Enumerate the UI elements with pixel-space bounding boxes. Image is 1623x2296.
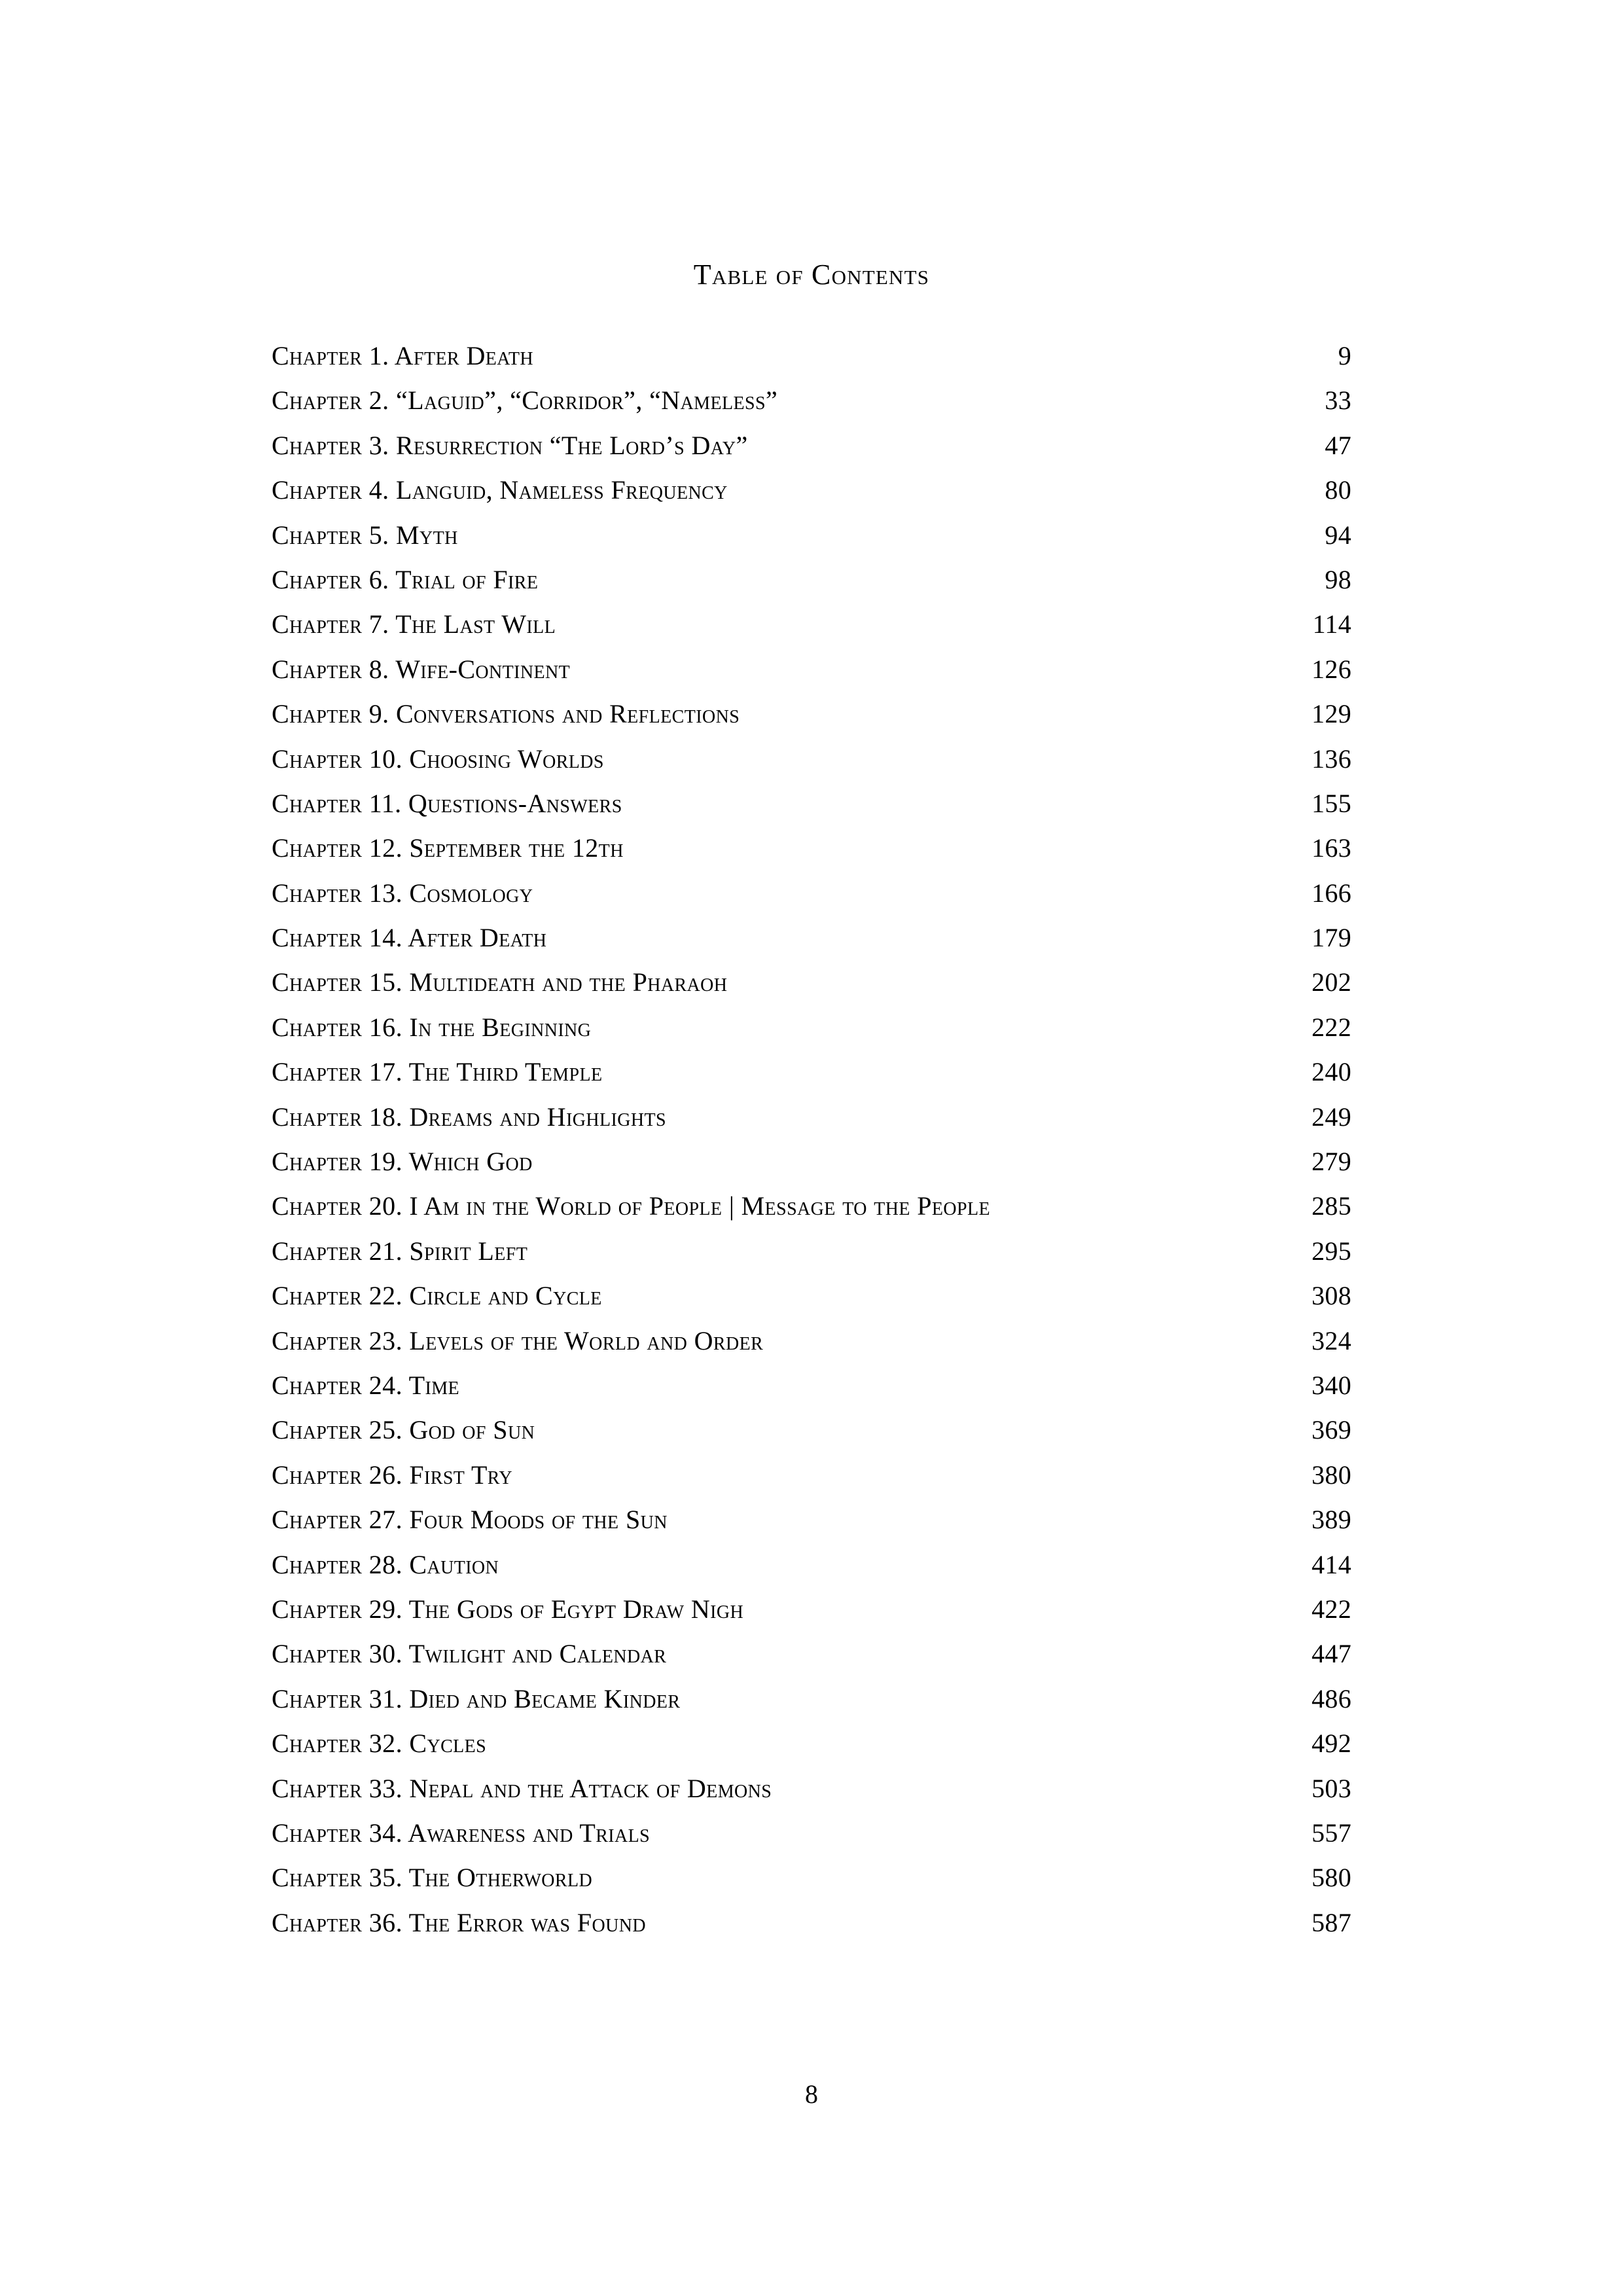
toc-entry-page-number: 422 bbox=[1311, 1594, 1351, 1624]
toc-entry-page-number: 155 bbox=[1311, 788, 1351, 818]
toc-entry-row[interactable] bbox=[272, 1184, 1351, 1229]
toc-entry-title: Chapter 19. Which God bbox=[272, 1147, 533, 1177]
toc-entry-row[interactable] bbox=[272, 334, 1351, 378]
page-title: Table of Contents bbox=[693, 259, 930, 291]
toc-entry-page-number: 492 bbox=[1311, 1729, 1351, 1759]
toc-entry-row[interactable] bbox=[272, 647, 1351, 692]
toc-entry-row[interactable] bbox=[272, 1677, 1351, 1721]
toc-entry-title: Chapter 9. Conversations and Reflections bbox=[272, 699, 740, 729]
toc-entry-row[interactable] bbox=[272, 513, 1351, 558]
toc-entry-title: Chapter 4. Languid, Nameless Frequency bbox=[272, 475, 728, 505]
toc-entry-row[interactable] bbox=[272, 1811, 1351, 1856]
toc-entry-title: Chapter 30. Twilight and Calendar bbox=[272, 1639, 667, 1669]
toc-entry-page-number: 202 bbox=[1311, 967, 1351, 997]
toc-entry-title: Chapter 16. In the Beginning bbox=[272, 1012, 592, 1042]
toc-entry-page-number: 580 bbox=[1311, 1863, 1351, 1893]
toc-entry-row[interactable] bbox=[272, 1856, 1351, 1900]
toc-entry-page-number: 222 bbox=[1311, 1012, 1351, 1042]
toc-entry-title: Chapter 11. Questions-Answers bbox=[272, 788, 622, 818]
toc-entry-row[interactable] bbox=[272, 916, 1351, 960]
toc-entry-row[interactable] bbox=[272, 871, 1351, 916]
toc-entry-page-number: 503 bbox=[1311, 1773, 1351, 1803]
toc-entry-row[interactable] bbox=[272, 423, 1351, 468]
toc-entry-row[interactable] bbox=[272, 1005, 1351, 1050]
toc-entry-page-number: 369 bbox=[1311, 1415, 1351, 1445]
toc-entry-page-number: 240 bbox=[1311, 1057, 1351, 1087]
toc-entry-row[interactable] bbox=[272, 1632, 1351, 1676]
toc-entry-title: Chapter 22. Circle and Cycle bbox=[272, 1281, 602, 1311]
toc-entry-page-number: 414 bbox=[1311, 1549, 1351, 1579]
toc-entry-page-number: 587 bbox=[1311, 1907, 1351, 1937]
toc-entry-row[interactable] bbox=[272, 737, 1351, 781]
toc-entry-title: Chapter 26. First Try bbox=[272, 1460, 512, 1490]
toc-entry-page-number: 340 bbox=[1311, 1370, 1351, 1400]
toc-entry-page-number: 295 bbox=[1311, 1236, 1351, 1266]
toc-entry-page-number: 33 bbox=[1325, 386, 1351, 416]
toc-entry-page-number: 324 bbox=[1311, 1325, 1351, 1355]
toc-entry-row[interactable] bbox=[272, 1498, 1351, 1542]
toc-entry-title: Chapter 23. Levels of the World and Order bbox=[272, 1325, 764, 1355]
toc-entry-page-number: 486 bbox=[1311, 1683, 1351, 1713]
toc-entry-title: Chapter 1. After Death bbox=[272, 341, 533, 370]
toc-entry-row[interactable] bbox=[272, 602, 1351, 647]
toc-entry-page-number: 166 bbox=[1311, 878, 1351, 908]
toc-entry-page-number: 179 bbox=[1311, 923, 1351, 953]
toc-entry-page-number: 136 bbox=[1311, 744, 1351, 774]
toc-entry-title: Chapter 15. Multideath and the Pharaoh bbox=[272, 967, 728, 997]
page-folio-number: 8 bbox=[805, 2079, 818, 2109]
toc-entry-title: Chapter 24. Time bbox=[272, 1370, 460, 1400]
toc-entry-page-number: 447 bbox=[1311, 1639, 1351, 1669]
toc-entry-row[interactable] bbox=[272, 1767, 1351, 1811]
toc-entry-title: Chapter 20. I Am in the World of People | Message to the People bbox=[272, 1191, 991, 1221]
toc-entry-page-number: 9 bbox=[1338, 341, 1351, 370]
toc-entry-title: Chapter 34. Awareness and Trials bbox=[272, 1818, 651, 1848]
toc-entry-row[interactable] bbox=[272, 781, 1351, 826]
toc-entry-row[interactable] bbox=[272, 960, 1351, 1005]
toc-entry-title: Chapter 5. Myth bbox=[272, 520, 458, 550]
toc-entry-page-number: 126 bbox=[1311, 654, 1351, 684]
toc-entry-title: Chapter 14. After Death bbox=[272, 923, 547, 953]
toc-entry-title: Chapter 32. Cycles bbox=[272, 1729, 487, 1759]
toc-entry-row[interactable] bbox=[272, 1363, 1351, 1408]
toc-entry-row[interactable] bbox=[272, 1319, 1351, 1363]
toc-entry-title: Chapter 28. Caution bbox=[272, 1549, 499, 1579]
toc-entry-row[interactable] bbox=[272, 1050, 1351, 1094]
toc-entry-page-number: 557 bbox=[1311, 1818, 1351, 1848]
toc-entry-row[interactable] bbox=[272, 1274, 1351, 1318]
toc-entry-title: Chapter 29. The Gods of Egypt Draw Nigh bbox=[272, 1594, 744, 1624]
toc-entry-row[interactable] bbox=[272, 826, 1351, 870]
toc-entry-page-number: 249 bbox=[1311, 1102, 1351, 1132]
toc-entry-row[interactable] bbox=[272, 1721, 1351, 1766]
toc-entry-page-number: 285 bbox=[1311, 1191, 1351, 1221]
table-of-contents-list bbox=[272, 334, 1351, 1945]
toc-entry-title: Chapter 6. Trial of Fire bbox=[272, 564, 539, 594]
toc-entry-row[interactable] bbox=[272, 1901, 1351, 1945]
toc-entry-row[interactable] bbox=[272, 1543, 1351, 1587]
toc-entry-title: Chapter 7. The Last Will bbox=[272, 609, 556, 639]
toc-entry-title: Chapter 35. The Otherworld bbox=[272, 1863, 593, 1893]
toc-entry-title: Chapter 12. September the 12th bbox=[272, 833, 624, 863]
toc-entry-title: Chapter 17. The Third Temple bbox=[272, 1057, 603, 1087]
toc-entry-title: Chapter 13. Cosmology bbox=[272, 878, 533, 908]
toc-entry-title: Chapter 10. Choosing Worlds bbox=[272, 744, 604, 774]
toc-entry-page-number: 308 bbox=[1311, 1281, 1351, 1311]
toc-entry-page-number: 94 bbox=[1325, 520, 1351, 550]
toc-entry-row[interactable] bbox=[272, 1139, 1351, 1184]
toc-entry-row[interactable] bbox=[272, 378, 1351, 423]
toc-entry-page-number: 163 bbox=[1311, 833, 1351, 863]
toc-entry-title: Chapter 33. Nepal and the Attack of Demons bbox=[272, 1773, 772, 1803]
toc-entry-title: Chapter 8. Wife-Continent bbox=[272, 654, 571, 684]
toc-entry-title: Chapter 21. Spirit Left bbox=[272, 1236, 528, 1266]
toc-entry-row[interactable] bbox=[272, 1229, 1351, 1274]
toc-entry-title: Chapter 31. Died and Became Kinder bbox=[272, 1683, 681, 1713]
toc-entry-row[interactable] bbox=[272, 1453, 1351, 1498]
toc-entry-title: Chapter 18. Dreams and Highlights bbox=[272, 1102, 666, 1132]
toc-entry-title: Chapter 3. Resurrection “The Lord’s Day” bbox=[272, 430, 748, 460]
toc-entry-row[interactable] bbox=[272, 1587, 1351, 1632]
toc-entry-page-number: 279 bbox=[1311, 1147, 1351, 1177]
toc-entry-row[interactable] bbox=[272, 468, 1351, 512]
toc-entry-title: Chapter 25. God of Sun bbox=[272, 1415, 535, 1445]
toc-entry-row[interactable] bbox=[272, 1408, 1351, 1452]
toc-entry-page-number: 380 bbox=[1311, 1460, 1351, 1490]
toc-entry-page-number: 114 bbox=[1312, 609, 1351, 639]
toc-entry-page-number: 129 bbox=[1311, 699, 1351, 729]
toc-entry-title: Chapter 2. “Laguid”, “Corridor”, “Nameless” bbox=[272, 386, 778, 416]
toc-entry-row[interactable] bbox=[272, 558, 1351, 602]
toc-entry-page-number: 98 bbox=[1325, 564, 1351, 594]
toc-entry-title: Chapter 36. The Error was Found bbox=[272, 1907, 646, 1937]
toc-entry-row[interactable] bbox=[272, 692, 1351, 736]
toc-entry-title: Chapter 27. Four Moods of the Sun bbox=[272, 1505, 668, 1535]
toc-entry-row[interactable] bbox=[272, 1095, 1351, 1139]
toc-entry-page-number: 389 bbox=[1311, 1505, 1351, 1535]
toc-entry-page-number: 80 bbox=[1325, 475, 1351, 505]
toc-entry-page-number: 47 bbox=[1325, 430, 1351, 460]
